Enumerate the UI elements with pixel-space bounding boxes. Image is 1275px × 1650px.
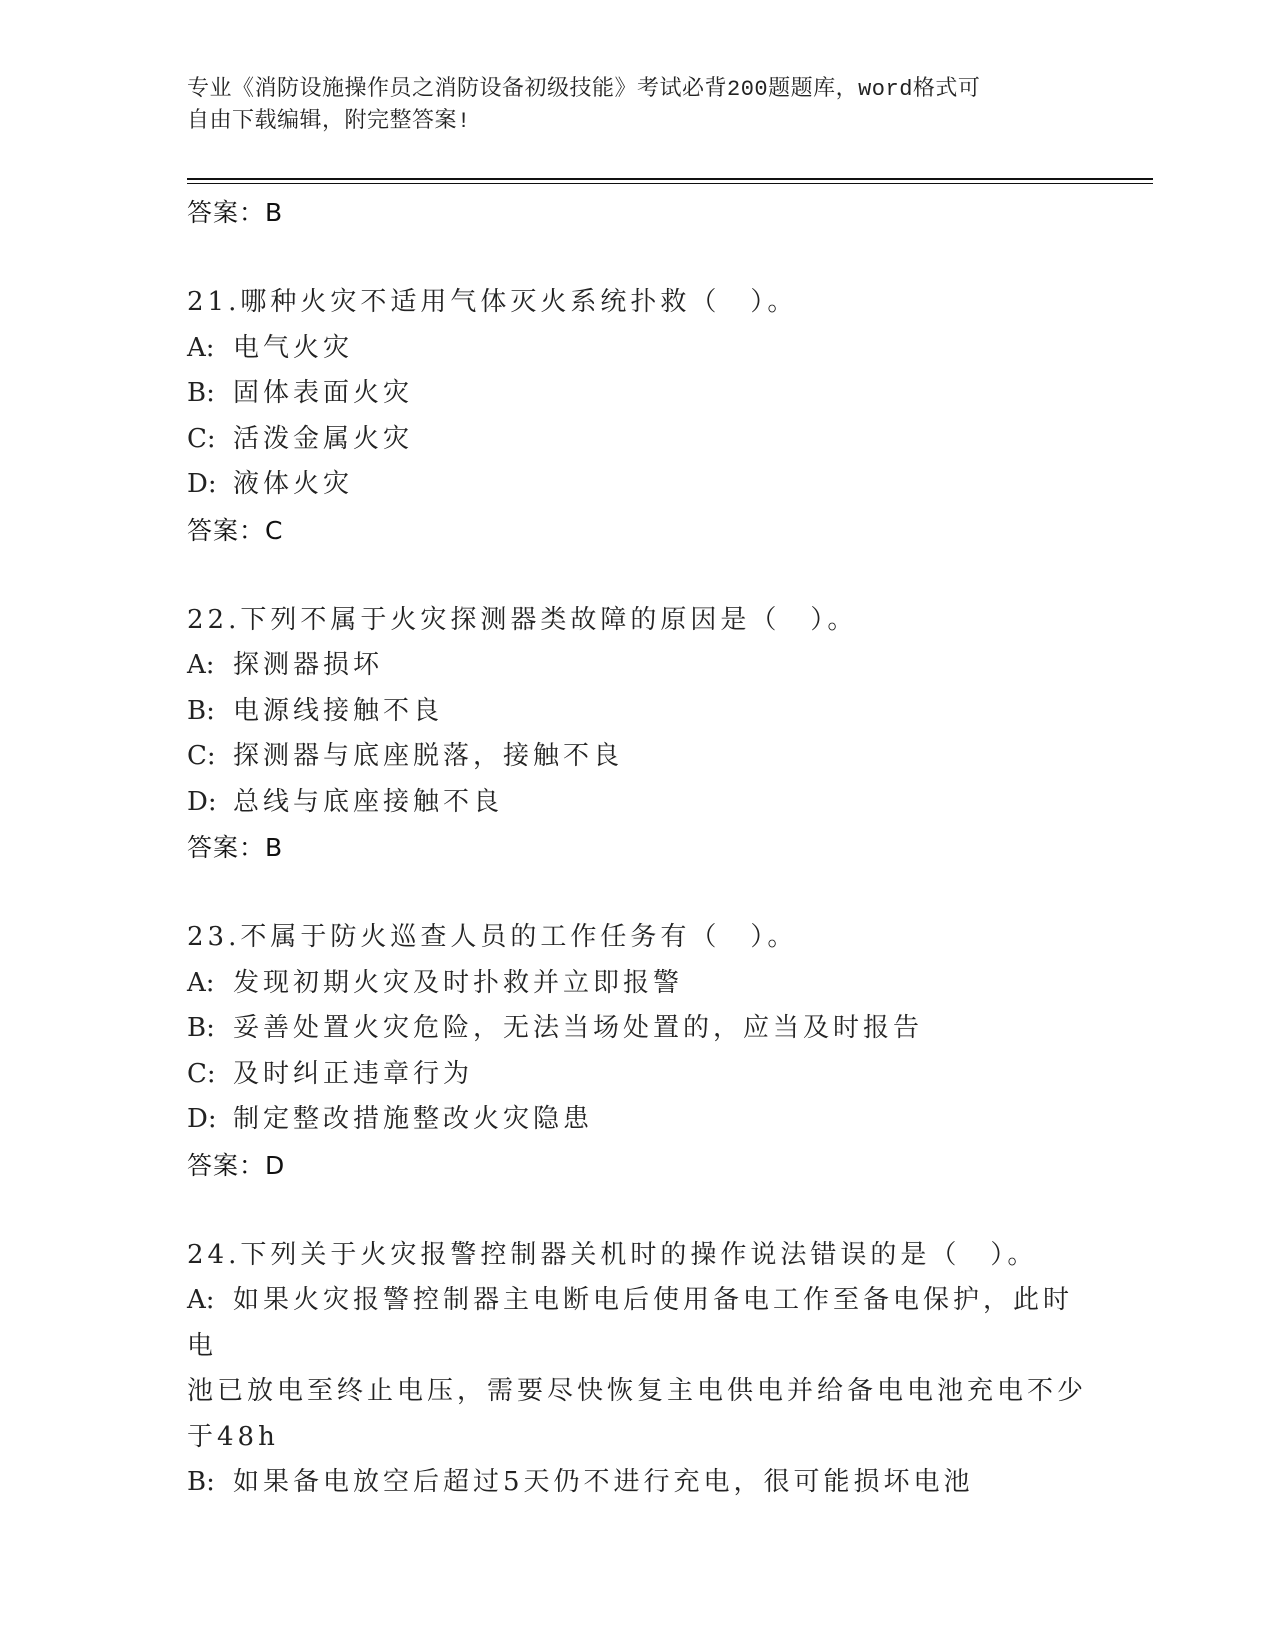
question-block [187, 598, 1087, 872]
spacer [187, 871, 1087, 915]
question-block [187, 1233, 1087, 1506]
option-text: 探测器损坏 [233, 650, 384, 680]
option-label: B: [187, 378, 215, 408]
option-label: B: [187, 1013, 215, 1043]
option-label: B: [187, 1467, 215, 1497]
option-text: 制定整改措施整改火灾隐患 [233, 1104, 594, 1134]
option-label: C: [187, 741, 216, 771]
answer-line: 答案：B [187, 833, 284, 862]
option-b [187, 1460, 1087, 1506]
spacer [187, 236, 1087, 280]
header-line-1: 专业《消防设施操作员之消防设备初级技能》考试必背200题题库，word格式可 [187, 77, 981, 102]
option-text: 发现初期火灾及时扑救并立即报警 [233, 967, 684, 998]
option-label: A: [187, 1285, 215, 1315]
option-label: B: [187, 695, 215, 726]
option-a-continued: 池已放电至终止电压，需要尽快恢复主电供电并给备电电池充电不少 [187, 1376, 1088, 1406]
option-c [187, 734, 1087, 780]
answer-line: 答案：B [187, 198, 284, 227]
option-d [187, 462, 1087, 508]
option-c [187, 417, 1087, 463]
option-a [187, 643, 1087, 689]
option-a [187, 961, 1087, 1007]
question-stem: 21.哪种火灾不适用气体灭火系统扑救（ ）。 [187, 287, 798, 317]
option-text: 液体火灾 [233, 469, 354, 499]
option-label: C: [187, 423, 216, 454]
option-text: 电气火灾 [233, 332, 354, 363]
header-divider-thin [187, 183, 1153, 184]
answer-line: 答案：D [187, 1150, 286, 1180]
option-label: A: [187, 332, 215, 363]
header-line-2: 自由下载编辑，附完整答案! [187, 109, 471, 134]
option-text: 固体表面火灾 [233, 378, 414, 408]
answer-line: 答案：C [187, 515, 284, 545]
header-divider-thick [187, 178, 1153, 180]
spacer [187, 554, 1087, 598]
question-stem: 22.下列不属于火灾探测器类故障的原因是（ ）。 [187, 604, 858, 635]
option-text: 妥善处置火灾危险，无法当场处置的，应当及时报告 [233, 1013, 924, 1043]
option-c [187, 1052, 1087, 1098]
option-text: 探测器与底座脱落，接触不良 [233, 741, 624, 771]
option-label: A: [187, 650, 215, 680]
spacer [187, 1189, 1087, 1233]
option-text: 如果备电放空后超过5天仍不进行充电，很可能损坏电池 [233, 1467, 974, 1497]
option-label: D: [187, 786, 217, 817]
option-text-line-1: 如果火灾报警控制器主电断电后使用备电工作至备电保护，此时电 [187, 1285, 1074, 1361]
option-label: D: [187, 469, 217, 499]
option-d [187, 780, 1087, 826]
question-block [187, 915, 1087, 1189]
question-stem: 24.下列关于火灾报警控制器关机时的操作说法错误的是（ ）。 [187, 1239, 1038, 1270]
page-header [187, 74, 1067, 138]
option-a-continued: 于48h [187, 1421, 279, 1452]
option-d [187, 1097, 1087, 1143]
option-b [187, 371, 1087, 417]
option-text: 总线与底座接触不良 [233, 786, 504, 817]
option-b [187, 1006, 1087, 1052]
question-block [187, 280, 1087, 554]
option-a [187, 326, 1087, 372]
option-text: 及时纠正违章行为 [233, 1058, 474, 1089]
option-b [187, 689, 1087, 735]
option-label: C: [187, 1058, 216, 1089]
question-stem: 23.不属于防火巡查人员的工作任务有（ ）。 [187, 922, 798, 952]
option-a [187, 1278, 1087, 1369]
option-label: A: [187, 967, 215, 998]
question-list [187, 190, 1087, 1506]
option-text: 电源线接触不良 [233, 695, 444, 726]
option-label: D: [187, 1104, 217, 1134]
option-text: 活泼金属火灾 [233, 423, 414, 454]
